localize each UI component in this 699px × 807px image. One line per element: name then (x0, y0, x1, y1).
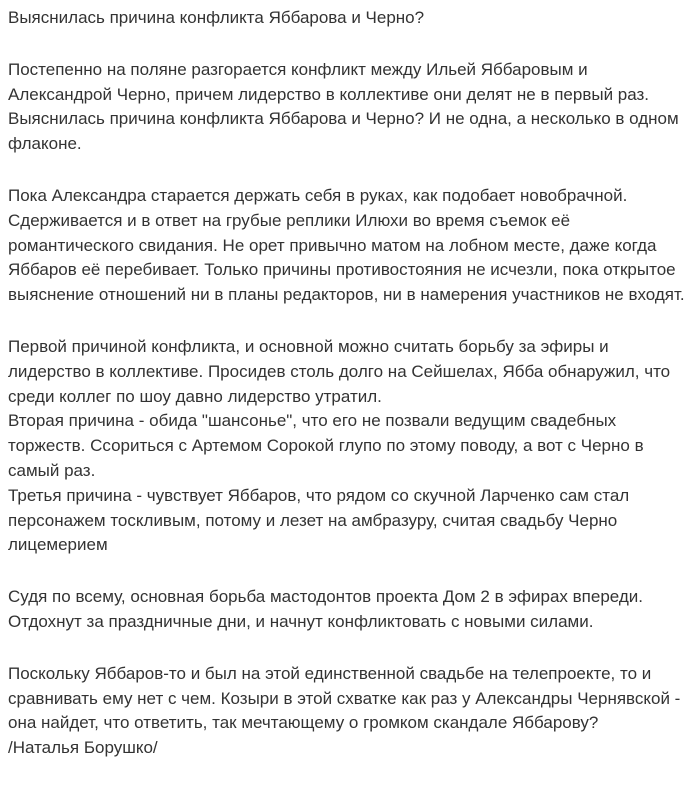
author-byline: /Наталья Борушко/ (8, 738, 158, 758)
paragraph-reason-3: Третья причина - чувствует Яббаров, что рядом со скучной Ларченко сам стал персонажем тоскливым, потому и лезет на амбразуру, считая свадьбу Черно лицемерием (8, 485, 630, 555)
paragraph-reason-2: Вторая причина - обида "шансонье", что его не позвали ведущим свадебных торжеств. Ссориться с Артемом Сорокой глупо по этому поводу, а вот с Черно в самый раз. (8, 411, 644, 480)
paragraph-conclusion: Поскольку Яббаров-то и был на этой единственной свадьбе на телепроекте, то и сравнивать ему нет с чем. Козыри в этой схватке как раз у Александры Чернявской - она найдет, что ответить, так мечтающему о громком скандале Яббарову? (8, 663, 681, 733)
paragraph-intro: Постепенно на поляне разгорается конфликт между Ильей Яббаровым и Александрой Черно, причем лидерство в коллективе они делят не в первый раз. Выяснилась причина конфликта Яббарова и Черно? И не одна, а несколько в одном флаконе. (8, 59, 679, 154)
paragraph-outlook: Судя по всему, основная борьба мастодонтов проекта Дом 2 в эфирах впереди. Отдохнут за праздничные дни, и начнут конфликтовать с новыми силами. (8, 587, 644, 631)
paragraph-reason-1: Первой причиной конфликта, и основной можно считать борьбу за эфиры и лидерство в коллективе. Просидев столь долго на Сейшелах, Ябба обнаружил, что среди коллег по шоу давно лидерство утратил. (8, 336, 671, 406)
paragraph-alexandra: Пока Александра старается держать себя в руках, как подобает новобрачной. Сдерживается и в ответ на грубые реплики Илюхи во время съемок её романтического свидания. Не орет привычно матом на лобном месте, даже когда Яббаров её перебивает. Только причины противостояния не исчезли, пока открытое выяснение отношений ни в планы редакторов, ни в намерения участников не входят. (8, 185, 685, 305)
article-title: Выяснилась причина конфликта Яббарова и Черно? (8, 8, 425, 27)
